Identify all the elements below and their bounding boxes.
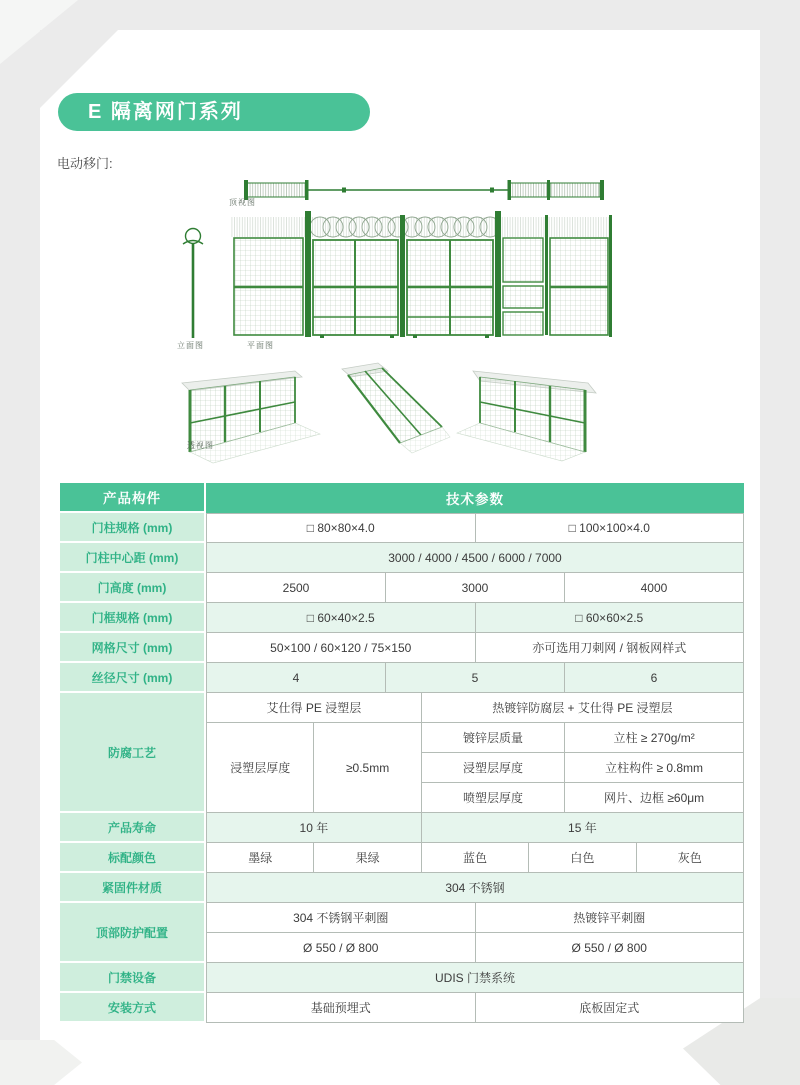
spec-cell: 艾仕得 PE 浸塑层 [207, 693, 422, 723]
row-label: 安装方式 [60, 993, 206, 1023]
header-product-component: 产品构件 [60, 483, 206, 513]
spec-cell: □ 100×100×4.0 [476, 514, 745, 543]
header-technical-params: 技术参数 [206, 483, 744, 513]
row-label: 门柱规格 (mm) [60, 513, 206, 543]
intro-text: 电动移门: [57, 156, 113, 171]
spec-cell: 墨绿 [207, 843, 314, 873]
spec-cell: UDIS 门禁系统 [207, 963, 744, 993]
spec-cell: 立柱构件 ≥ 0.8mm [565, 753, 744, 783]
table-row [60, 513, 744, 543]
table-row [60, 813, 744, 843]
spec-cell: 4 [207, 663, 386, 693]
spec-cell: □ 80×80×4.0 [207, 514, 476, 543]
spec-cell: 热镀锌防腐层 + 艾仕得 PE 浸塑层 [422, 693, 744, 723]
spec-cell: 3000 [386, 573, 565, 603]
table-row-top-protection [60, 903, 744, 963]
spec-cell: Ø 550 / Ø 800 [207, 933, 476, 963]
spec-cell: 喷塑层厚度 [422, 783, 565, 813]
front-view-drawing [230, 211, 612, 338]
row-label: 防腐工艺 [60, 693, 206, 813]
spec-cell: 立柱 ≥ 270g/m² [565, 723, 744, 753]
spec-cell: 浸塑层厚度 [207, 723, 314, 813]
row-label: 门框规格 (mm) [60, 603, 206, 633]
spec-cell: 304 不锈钢 [207, 873, 744, 903]
spec-cell: 热镀锌平刺圈 [476, 903, 745, 933]
spec-cell: 浸塑层厚度 [422, 753, 565, 783]
row-label: 门柱中心距 (mm) [60, 543, 206, 573]
table-row [60, 573, 744, 603]
spec-cell: 3000 / 4000 / 4500 / 6000 / 7000 [207, 543, 744, 573]
spec-cell: ≥0.5mm [314, 723, 421, 813]
perspective-drawing-2 [342, 363, 450, 453]
spec-cell: 10 年 [207, 813, 422, 843]
elevation-drawing [183, 229, 203, 339]
fence-drawing-svg [150, 165, 650, 465]
row-label: 标配颜色 [60, 843, 206, 873]
table-row [60, 993, 744, 1023]
spec-cell: 蓝色 [422, 843, 529, 873]
spec-cell: 亦可选用刀刺网 / 钢板网样式 [476, 633, 745, 663]
technical-drawings [150, 165, 650, 465]
spec-cell: 镀锌层质量 [422, 723, 565, 753]
spec-cell: 白色 [529, 843, 636, 873]
table-row-anticorrosion [60, 693, 744, 813]
spec-cell: 果绿 [314, 843, 421, 873]
table-row [60, 873, 744, 903]
elevation-label: 立面图 [177, 341, 204, 350]
spec-cell: □ 60×40×2.5 [207, 603, 476, 633]
spec-cell: 5 [386, 663, 565, 693]
spec-cell: 基础预埋式 [207, 993, 476, 1023]
spec-cell: 6 [565, 663, 744, 693]
spec-cell: 灰色 [637, 843, 744, 873]
table-row [60, 663, 744, 693]
row-label: 网格尺寸 (mm) [60, 633, 206, 663]
plan-view-label: 平面图 [247, 341, 274, 350]
perspective-label: 透视图 [187, 441, 214, 450]
spec-cell: □ 60×60×2.5 [476, 603, 745, 633]
top-view-label: 顶视图 [229, 198, 256, 207]
section-title-badge: E 隔离网门系列 [58, 93, 370, 131]
spec-cell: 4000 [565, 573, 744, 603]
table-row [60, 843, 744, 873]
spec-cell: 底板固定式 [476, 993, 745, 1023]
spec-table [60, 483, 744, 1023]
spec-cell: Ø 550 / Ø 800 [476, 933, 745, 963]
row-label: 门禁设备 [60, 963, 206, 993]
row-label: 紧固件材质 [60, 873, 206, 903]
table-header-row [60, 483, 744, 513]
row-label: 产品寿命 [60, 813, 206, 843]
row-label: 丝径尺寸 (mm) [60, 663, 206, 693]
spec-cell: 15 年 [422, 813, 744, 843]
spec-cell: 304 不锈钢平刺圈 [207, 903, 476, 933]
spec-cell: 2500 [207, 573, 386, 603]
spec-cell: 网片、边框 ≥60μm [565, 783, 744, 813]
table-row [60, 633, 744, 663]
table-row [60, 603, 744, 633]
perspective-drawing-3 [457, 371, 596, 461]
top-view-drawing [244, 180, 604, 200]
row-label: 门高度 (mm) [60, 573, 206, 603]
table-row [60, 963, 744, 993]
table-row [60, 543, 744, 573]
row-label: 顶部防护配置 [60, 903, 206, 963]
spec-cell: 50×100 / 60×120 / 75×150 [207, 633, 476, 663]
